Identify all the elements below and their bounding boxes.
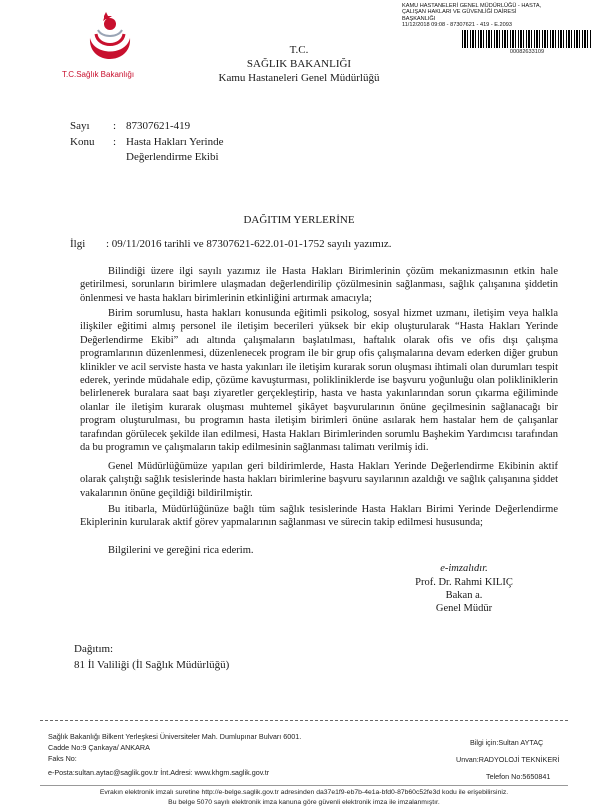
sayi-value: 87307621-419 (126, 120, 191, 132)
konu-line-2: Değerlendirme Ekibi (126, 151, 219, 163)
body-paragraph: Bilindiği üzere ilgi sayılı yazımız ile Hasta Hakları Birimlerinin çözüm mekanizmasının etkin hale getirilmesi, sorunların birimlere ulaşmadan değerlendirilip çözülmesinin sağlanması, sağlık çalışanına şiddetin önlenmesi ve hasta hakları birimlerinin etkinliğini artırmak amacıyla; (80, 266, 558, 304)
body-paragraph: Birim sorumlusu, hasta hakları konusunda eğitimli psikolog, sosyal hizmet uzmanı, iletişim veya halkla ilişkiler eğitimi almış personel ile iletişim becerileri yüksek bir ekip oluşturularak “Hasta Hakları Yerinde Değerlendirme Ekibi” adı altında çalışmaların başlatılması, haftalık olarak ofis ve ofis dışı çalışma programlarının düzenlenmesi, düzenlenecek program ile bir grup ofis çalışmalarına devam ederken diğer grubun klinikler ve acil serviste hasta ve hasta yakınları ile iletişim kurarak sorun oluşması ihtimali olan durumları tespit ederek, yerinde müdahale edip, çözüme kavuşturması, polikliniklerde ise başvuru yoğunluğu olan polikliniklerin belirlenerek buralara saat başı ziyaretler gerçekleştirip, hasta ve hasta yakınlarından sorun çıkarma eğiliminde olanlar ile iletişim kurarak oluşması muhtemel şikâyet başvurularının önüne geçilmesinin sağlanacağı bir program oluşturulması, bu programın hasta iletişim birimleri önüne asılarak hem hastalar hem de çalışanlar tarafından görülecek şekilde ilan edilmesi, Hasta Hakları Birimlerinden sorumlu Başhekim Yardımcısı tarafından da bu programın ve çalışmaların takip edilmesinin sağlanması talimatı verilmiş idi. (80, 308, 558, 454)
logo-caption: T.C.Sağlık Bakanlığı (62, 70, 135, 79)
sayi-label: Sayı (70, 120, 90, 132)
sayi-sep: : (113, 120, 117, 132)
registry-stamp (402, 3, 594, 29)
stamp-line: KAMU HASTANELERİ GENEL MÜDÜRLÜĞÜ - HASTA, (402, 3, 542, 9)
distribution-label: Dağıtım: (74, 643, 114, 655)
e-signature-note: e-imzalıdır. (440, 563, 488, 574)
footer-divider (40, 720, 568, 721)
verify-divider (40, 785, 568, 786)
body-paragraph: Genel Müdürlüğümüze yapılan geri bildirimlerde, Hasta Hakları Yerinde Değerlendirme Ekibinin aktif olarak çalıştığı sağlık tesislerinde hasta hakları birimlerine başvuru sayılarının azaldığı ve sağlık çalışanına şiddet vakalarının önüne geçildiği bildirilmiştir. (80, 461, 558, 499)
document-title: DAĞITIM YERLERİNE (243, 214, 355, 226)
konu-line-1: Hasta Hakları Yerinde (126, 136, 224, 148)
footer-fax: Faks No: (48, 754, 77, 763)
footer-address-1: Sağlık Bakanlığı Bilkent Yerleşkesi Üniversiteler Mah. Dumlupınar Bulvarı 6001. (48, 732, 302, 741)
signer-title-1: Bakan a. (445, 590, 483, 601)
stamp-line: BAŞKANLIĞI (402, 15, 436, 22)
body-paragraph: Bilgilerini ve gereğini rica ederim. (108, 545, 254, 556)
stamp-line: 11/12/2018 09:08 - 87307621 - 419 - E.2093 (402, 22, 512, 29)
footer-contact-title: Unvan:RADYOLOJİ TEKNİKERİ (456, 755, 560, 764)
header-ministry: SAĞLIK BAKANLIĞI (246, 58, 352, 70)
header-tc: T.C. (289, 44, 309, 56)
signer-title-2: Genel Müdür (435, 603, 493, 614)
signer-name: Prof. Dr. Rahmi KILIÇ (415, 577, 513, 588)
ilgi-label: İlgi (70, 238, 86, 250)
stamp-line: ÇALIŞAN HAKLARI VE GÜVENLİĞİ DAİRESİ (402, 9, 517, 16)
footer-verify-2: Bu belge 5070 sayılı elektronik imza kanuna göre güvenli elektronik imza ile imzalanmıştır. (168, 799, 440, 806)
footer-contact: Bilgi için:Sultan AYTAÇ (470, 738, 544, 747)
footer-verify-1: Evrakın elektronik imzalı suretine http://e-belge.saglik.gov.tr adresinden da37e1f9-eb7b-4e1a-bfd0-87b60c52fe3d kodu ile erişebilirsiniz. (99, 789, 509, 796)
footer-address-2: Cadde No:9 Çankaya/ ANKARA (48, 743, 150, 752)
distribution-item: 81 İl Valiliği (İl Sağlık Müdürlüğü) (74, 659, 230, 671)
body-paragraph: Bu itibarla, Müdürlüğünüze bağlı tüm sağlık tesislerinde Hasta Hakları Birimi Yerinde Değerlendirme Ekiplerinin kurularak aktif görev yapmalarının sağlanması ve sürecin takip edilmesi hususunda; (80, 504, 558, 529)
konu-sep: : (113, 136, 117, 148)
header-directorate: Kamu Hastaneleri Genel Müdürlüğü (218, 72, 380, 84)
ilgi-text: : 09/11/2016 tarihli ve 87307621-622.01-01-1752 sayılı yazımız. (106, 238, 392, 250)
konu-label: Konu (70, 136, 95, 148)
barcode-number: 00082633109 (509, 49, 545, 55)
footer-email: e-Posta:sultan.aytac@saglik.gov.tr İnt.Adresi: www.khgm.saglik.gov.tr (48, 768, 270, 777)
footer-contact-phone: Telefon No:5650841 (486, 772, 551, 781)
